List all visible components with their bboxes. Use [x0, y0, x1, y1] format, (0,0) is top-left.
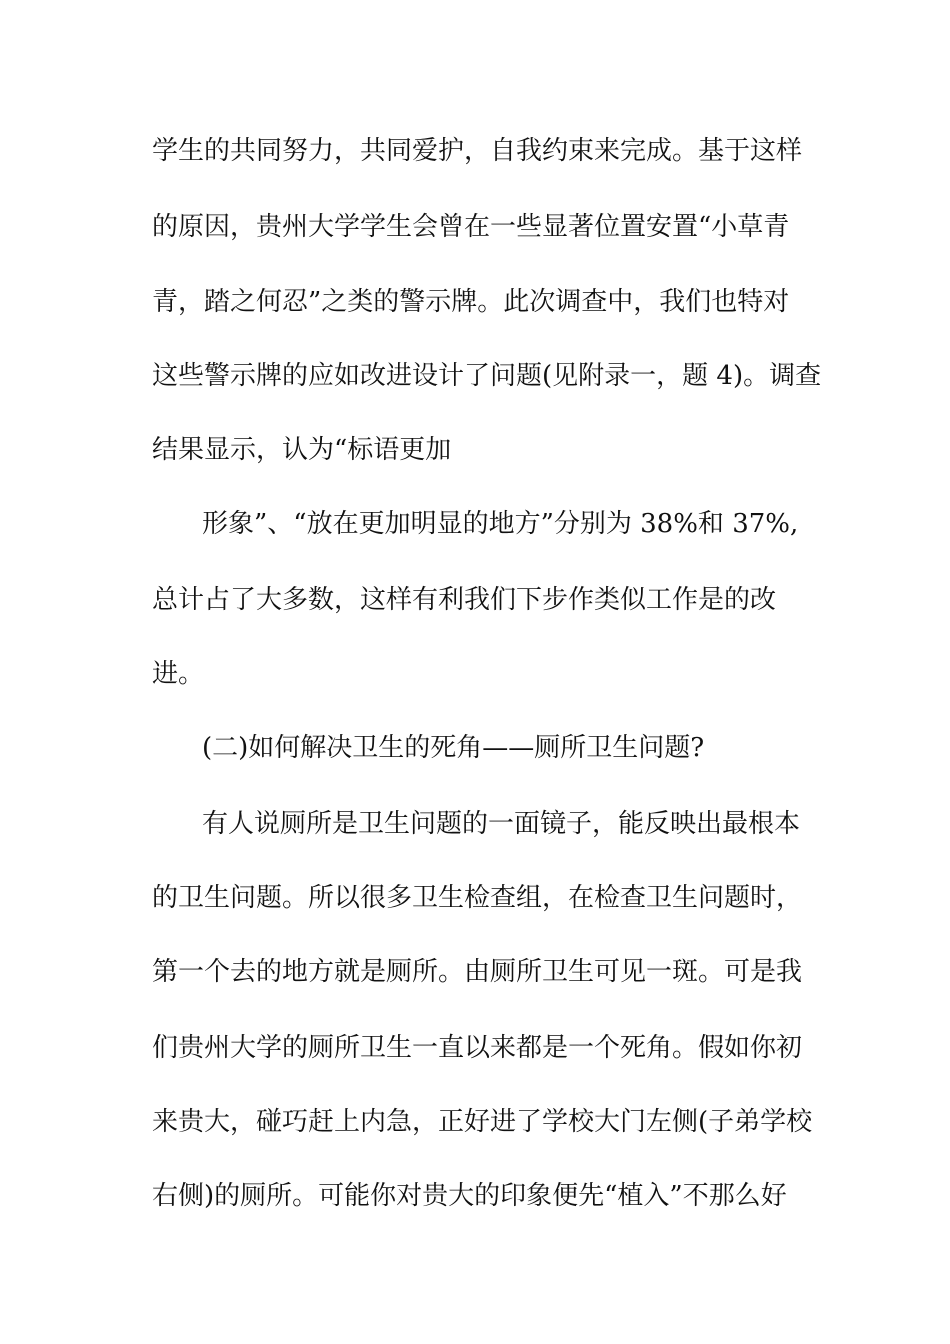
paragraph-first-line: 形象”、“放在更加明显的地方”分别为 38%和 37%,: [202, 509, 799, 539]
text-line: 进。: [152, 659, 205, 689]
text-line: 学生的共同努力，共同爱护，自我约束来完成。基于这样: [152, 136, 803, 166]
text-line: 右侧)的厕所。可能你对贵大的印象便先“植入”不那么好: [152, 1181, 787, 1211]
text-line: 来贵大，碰巧赶上内急，正好进了学校大门左侧(子弟学校: [152, 1107, 813, 1137]
text-line: 青，踏之何忍”之类的警示牌。此次调查中，我们也特对: [152, 287, 790, 317]
text-line: 这些警示牌的应如改进设计了问题(见附录一，题 4)。调查: [152, 361, 822, 391]
paragraph-first-line: 有人说厕所是卫生问题的一面镜子，能反映出最根本: [202, 809, 801, 839]
text-line: 们贵州大学的厕所卫生一直以来都是一个死角。假如你初: [152, 1033, 803, 1063]
text-line: 的卫生问题。所以很多卫生检查组，在检查卫生问题时，: [152, 883, 803, 913]
text-line: 的原因，贵州大学学生会曾在一些显著位置安置“小草青: [152, 212, 790, 242]
section-heading: (二)如何解决卫生的死角——厕所卫生问题?: [202, 733, 705, 763]
text-line: 结果显示，认为“标语更加: [152, 435, 452, 465]
text-line: 总计占了大多数，这样有利我们下步作类似工作是的改: [152, 585, 777, 615]
text-line: 第一个去的地方就是厕所。由厕所卫生可见一斑。可是我: [152, 957, 803, 987]
